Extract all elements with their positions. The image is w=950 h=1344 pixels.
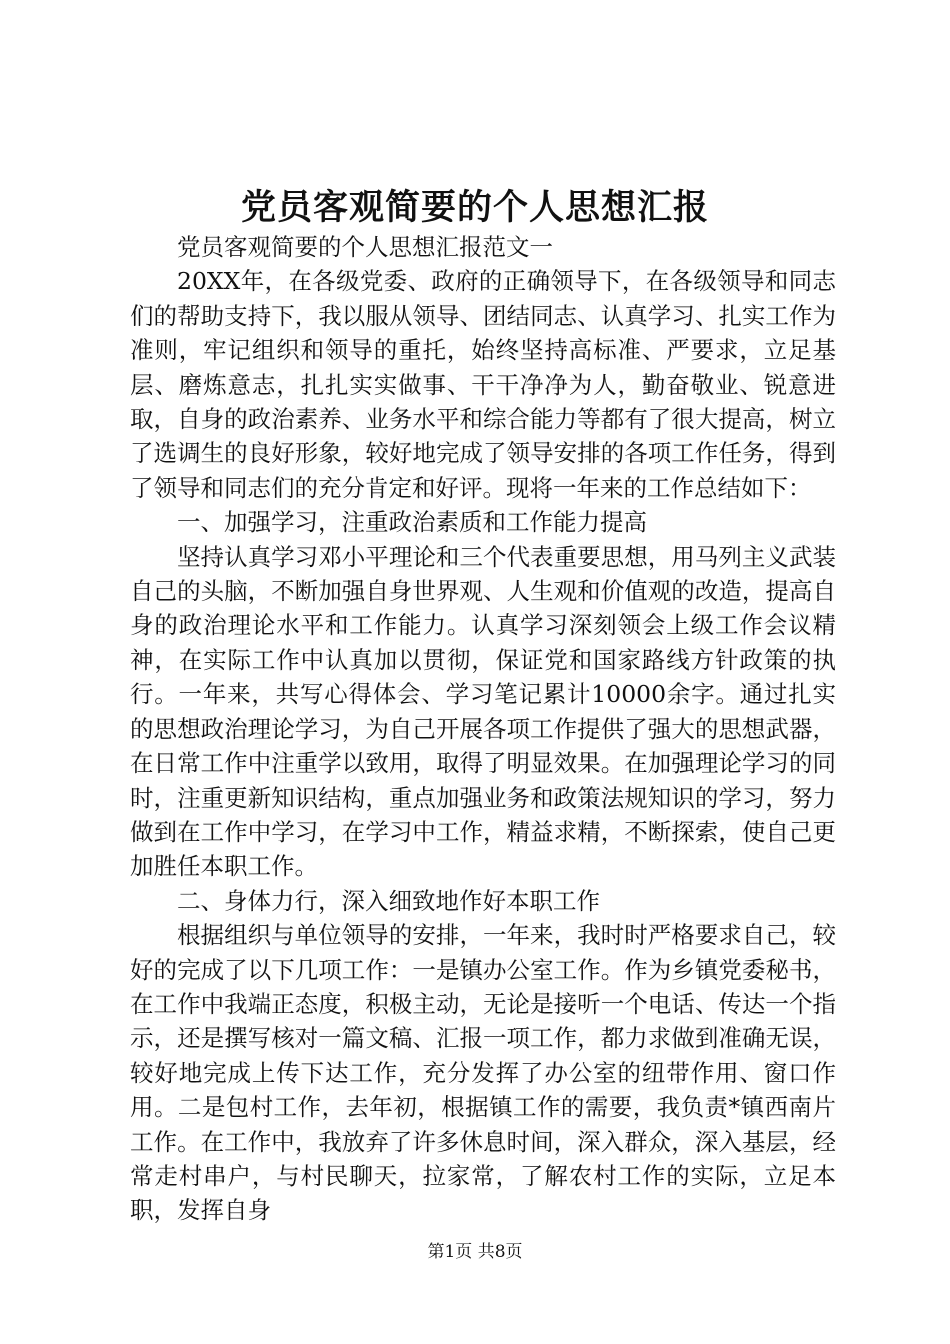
page-number-footer: 第1页 共8页: [427, 1242, 523, 1262]
document-body: [130, 230, 836, 1228]
paragraph-intro: 20XX年，在各级党委、政府的正确领导下，在各级领导和同志们的帮助支持下，我以服从领导、团结同志、认真学习、扎实工作为准则，牢记组织和领导的重托，始终坚持高标准、严要求，立足基层、磨炼意志，扎扎实实做事、干干净净为人，勤奋敬业、锐意进取，自身的政治素养、业务水平和综合能力等都有了很大提高，树立了选调生的良好形象，较好地完成了领导安排的各项工作任务，得到了领导和同志们的充分肯定和好评。现将一年来的工作总结如下：: [130, 267, 836, 502]
section-heading-1: 一、加强学习，注重政治素质和工作能力提高: [177, 508, 647, 537]
document-title: 党员客观简要的个人思想汇报: [240, 187, 709, 228]
section-heading-2: 二、身体力行，深入细致地作好本职工作: [177, 886, 600, 915]
paragraph-section-2: 根据组织与单位领导的安排，一年来，我时时严格要求自己，较好的完成了以下几项工作：一是镇办公室工作。作为乡镇党委秘书，在工作中我端正态度，积极主动，无论是接听一个电话、传达一个指示，还是撰写核对一篇文稿、汇报一项工作，都力求做到准确无误，较好地完成上传下达工作，充分发挥了办公室的纽带作用、窗口作用。二是包村工作，去年初，根据镇工作的需要，我负责*镇西南片工作。在工作中，我放弃了许多休息时间，深入群众，深入基层，经常走村串户，与村民聊天，拉家常，了解农村工作的实际，立足本职，发挥自身: [130, 921, 836, 1225]
paragraph-section-1: 坚持认真学习邓小平理论和三个代表重要思想，用马列主义武装自己的头脑，不断加强自身世界观、人生观和价值观的改造，提高自身的政治理论水平和工作能力。认真学习深刻领会上级工作会议精神，在实际工作中认真加以贯彻，保证党和国家路线方针政策的执行。一年来，共写心得体会、学习笔记累计10000余字。通过扎实的思想政治理论学习，为自己开展各项工作提供了强大的思想武器，在日常工作中注重学以致用，取得了明显效果。在加强理论学习的同时，注重更新知识结构，重点加强业务和政策法规知识的学习，努力做到在工作中学习，在学习中工作，精益求精，不断探索，使自己更加胜任本职工作。: [130, 542, 836, 881]
paragraph-subtitle: 党员客观简要的个人思想汇报范文一: [177, 233, 553, 261]
